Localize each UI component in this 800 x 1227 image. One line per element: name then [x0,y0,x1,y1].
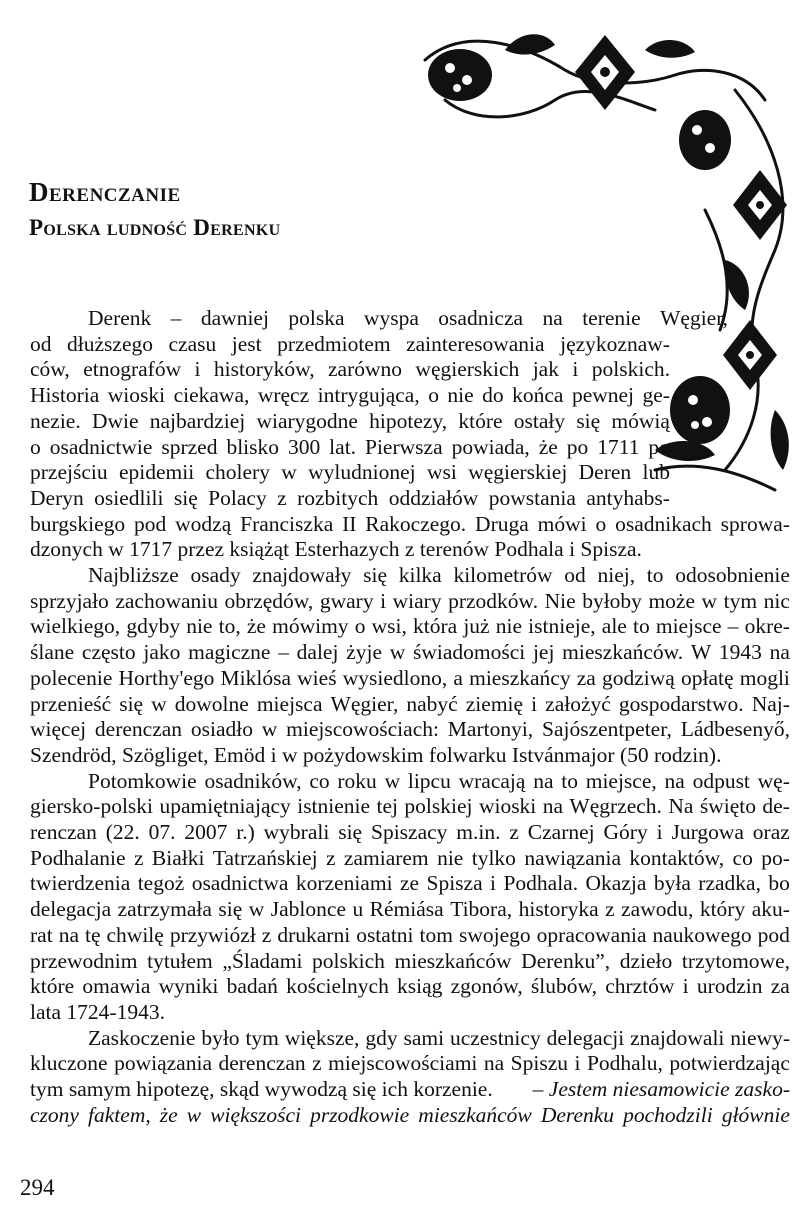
text-segment: tym samym hipotezę, skąd wywodzą się ich korzenie. [30,1077,493,1102]
text-line: które omawia wyniki badań kościelnych ksiąg zgonów, ślubów, chrztów i urodzin za [30,974,790,999]
text-line: Derenk – dawniej polska wyspa osadnicza na terenie Węgier, [88,306,728,330]
text-line: sprzyjało zachowaniu obrzędów, gwary i wiary przodków. Nie byłoby może w tym nic [30,588,790,613]
text-line: Szendröd, Szögliget, Emöd i w pożydowskim folwarku Istvánmajor (50 rodzin). [30,742,722,767]
text-line: ców, etnografów i historyków, zarówno węgierskich jak i polskich. [30,357,670,382]
text-line: burgskiego pod wodzą Franciszka II Rakoczego. Druga mówi o osadnikach sprowa- [30,511,790,536]
body-text [30,306,790,1129]
text-line: Zaskoczenie było tym większe, gdy sami uczestnicy delegacji znajdowali niewy- [88,1025,790,1050]
text-line: Potomkowie osadników, co roku w lipcu wracają na to miejsce, na odpust wę- [88,768,790,793]
text-line: renczan (22. 07. 2007 r.) wybrali się Spiszacy m.in. z Czarnej Góry i Jurgowa oraz [30,820,790,845]
chapter-title: Derenczanie [29,177,181,207]
text-line: polecenie Horthy'ego Miklósa wieś wysiedlono, a mieszkańcy za godziwą opłatę mogli [30,665,790,690]
text-line: przenieść się w dowolne miejsca Węgier, nabyć ziemię i założyć gospodarstwo. Naj- [30,691,790,716]
text-line [30,1077,790,1103]
text-line: o osadnictwie sprzed blisko 300 lat. Pierwsza powiada, że po 1711 po [30,434,670,459]
text-line: rat na tę chwilę przywiózł z drukarni ostatni tom swojego opracowania naukowego pod [30,922,790,947]
text-line: Deryn osiedlili się Polacy z rozbitych oddziałów powstania antyhabs- [30,485,670,510]
text-line: nezie. Dwie najbardziej wiarygodne hipotezy, które ostały się mówią [30,408,670,433]
text-line: przejściu epidemii cholery w wyludnionej wsi węgierskiej Deren lub [30,460,670,485]
italic-quote-start: – Jestem niesamowicie zasko- [532,1077,790,1102]
text-line: giersko-polski upamiętniający istnienie tej polskiej wioski na Węgrzech. Na święto de- [30,794,790,819]
text-line: więcej derenczan osiadło w miejscowościach: Martonyi, Sajószentpeter, Ládbesenyő, [30,717,790,742]
page-number: 294 [20,1175,55,1200]
text-line: kluczone powiązania derenczan z miejscowościami na Spiszu i Podhalu, potwierdzając [30,1051,790,1076]
text-line: wielkiego, gdyby nie to, że mówimy o wsi, która już nie istnieje, ale to miejsce – okre- [30,614,790,639]
text-line: czony faktem, że w większości przodkowie mieszkańców Derenku pochodzili głównie [30,1102,790,1127]
text-line: Historia wioski ciekawa, wręcz intrygująca, o nie do końca pewnej ge- [30,383,670,408]
text-line: przewodnim tytułem „Śladami polskich mieszkańców Derenku”, dzieło trzytomowe, [30,948,790,973]
text-line: lata 1724-1943. [30,999,165,1024]
text-line: Podhalanie z Białki Tatrzańskiej z zamiarem nie tylko nawiązania kontaktów, co po- [30,845,790,870]
text-line: od dłuższego czasu jest przedmiotem zainteresowania językoznaw- [30,331,670,356]
text-line: twierdzenia tegoż osadnictwa korzeniami ze Spisza i Podhala. Okazja była rzadka, bo [30,871,790,896]
text-line: dzonych w 1717 przez książąt Esterhazych z terenów Podhala i Spisza. [30,537,642,562]
text-line: delegacja zatrzymała się w Jablonce u Rémiása Tibora, historyka z zawodu, który aku- [30,897,790,922]
text-line: Najbliższe osady znajdowały się kilka kilometrów od niej, to odosobnienie [88,563,790,588]
text-line: ślane często jako magiczne – dalej żyje w świadomości jej mieszkańców. W 1943 na [30,640,790,665]
chapter-subtitle: Polska ludność Derenku [29,215,281,240]
